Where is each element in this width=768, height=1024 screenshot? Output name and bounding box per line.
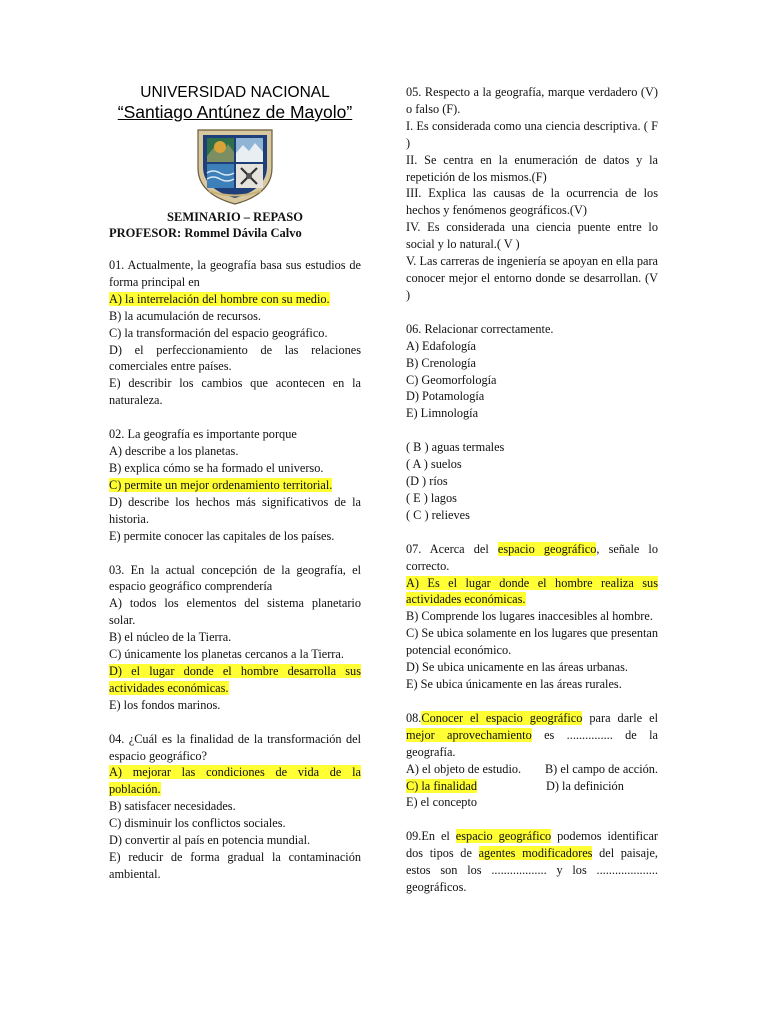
option-c bbox=[109, 477, 361, 494]
option-d: D) convertir al país en potencia mundial. bbox=[109, 833, 311, 848]
statement-i: I. Es considerada como una ciencia descriptiva. ( F ) bbox=[406, 118, 658, 150]
question-stem: 03. En la actual concepción de la geografía, el espacio geográfico comprendería bbox=[109, 562, 361, 594]
highlighted-term: agentes modificadores bbox=[478, 846, 593, 861]
option-a: A) Edafología bbox=[406, 338, 476, 353]
option-e: E) permite conocer las capitales de los países. bbox=[109, 528, 335, 543]
option-e: E) reducir de forma gradual la contaminación ambiental. bbox=[109, 850, 361, 881]
option-a: A) describe a los planetas. bbox=[109, 444, 239, 459]
stem-text: podemos identificar dos tipos de bbox=[406, 829, 658, 861]
option-d: D) describe los hechos más significativos de la historia. bbox=[109, 494, 361, 526]
option-c bbox=[406, 778, 546, 795]
stem-text: 07. Acerca del bbox=[406, 541, 498, 556]
statement-iii: III. Explica las causas de la ocurrencia de los hechos y fenómenos geográficos.(V) bbox=[406, 186, 658, 218]
university-title: UNIVERSIDAD NACIONAL bbox=[140, 84, 330, 101]
question-04 bbox=[109, 731, 361, 883]
university-name: “Santiago Antúnez de Mayolo” bbox=[117, 102, 353, 122]
option-d bbox=[109, 663, 361, 697]
highlighted-term: espacio geográfico bbox=[497, 541, 597, 556]
question-03 bbox=[109, 562, 361, 714]
option-b: B) Crenología bbox=[406, 355, 477, 370]
question-stem bbox=[406, 541, 658, 575]
option-a bbox=[406, 575, 658, 609]
highlighted-term: mejor aprovechamiento bbox=[406, 727, 532, 742]
stem-text: , señale lo correcto. bbox=[406, 541, 659, 573]
left-column bbox=[109, 84, 361, 883]
option-c: C) Se ubica solamente en los lugares que presentan potencial económico. bbox=[406, 626, 659, 658]
match-item: ( B ) aguas termales bbox=[406, 440, 505, 455]
highlighted-answer: A) la interrelación del hombre con su medio. bbox=[109, 291, 330, 306]
question-02 bbox=[109, 426, 361, 544]
match-item: ( E ) lagos bbox=[406, 490, 457, 505]
stem-text: del paisaje, estos son los .................. y los .................... geográficos. bbox=[406, 846, 659, 895]
stem-text: 08. bbox=[406, 710, 422, 725]
option-d: D) Potamología bbox=[406, 389, 485, 404]
match-item: (D ) ríos bbox=[406, 474, 448, 489]
option-a bbox=[109, 291, 361, 308]
option-c: C) únicamente los planetas cercanos a la Tierra. bbox=[109, 647, 344, 662]
highlighted-answer: A) mejorar las condiciones de vida de la población. bbox=[109, 765, 361, 797]
university-crest-icon bbox=[195, 128, 275, 206]
highlighted-answer: A) Es el lugar donde el hombre realiza sus actividades económicas. bbox=[406, 575, 658, 607]
question-stem bbox=[406, 828, 658, 896]
options-row bbox=[406, 761, 658, 778]
match-item: ( C ) relieves bbox=[406, 507, 470, 522]
question-05 bbox=[406, 84, 658, 304]
stem-text: 09.En el bbox=[406, 829, 456, 844]
question-stem: 05. Respecto a la geografía, marque verdadero (V) o falso (F). bbox=[406, 85, 658, 116]
question-stem: 04. ¿Cuál es la finalidad de la transformación del espacio geográfico? bbox=[109, 731, 361, 763]
highlighted-answer: D) el lugar donde el hombre desarrolla sus actividades económicas. bbox=[109, 663, 361, 695]
question-06 bbox=[406, 321, 658, 524]
question-09 bbox=[406, 828, 658, 896]
question-07 bbox=[406, 541, 658, 693]
stem-text: para darle el bbox=[582, 710, 658, 725]
statement-ii: II. Se centra en la enumeración de datos y la repetición de los mismos.(F) bbox=[406, 152, 658, 184]
statement-v: V. Las carreras de ingeniería se apoyan en ella para conocer mejor el entorno donde se desarrollan. (V ) bbox=[406, 254, 658, 302]
question-stem bbox=[406, 710, 658, 761]
highlighted-term: espacio geográfico bbox=[455, 829, 552, 844]
question-stem: 01. Actualmente, la geografía basa sus estudios de forma principal en bbox=[109, 258, 361, 289]
highlighted-answer: C) permite un mejor ordenamiento territorial. bbox=[109, 477, 333, 492]
question-08 bbox=[406, 710, 658, 811]
professor-name: PROFESOR: Rommel Dávila Calvo bbox=[109, 226, 302, 240]
seminar-title: SEMINARIO – REPASO bbox=[167, 210, 303, 224]
option-c: C) disminuir los conflictos sociales. bbox=[109, 816, 286, 831]
option-b: B) el campo de acción. bbox=[544, 761, 658, 776]
highlighted-term: Conocer el espacio geográfico bbox=[421, 710, 583, 725]
option-a bbox=[109, 764, 361, 798]
option-b: B) explica cómo se ha formado el universo. bbox=[109, 460, 324, 475]
option-e: E) Se ubica únicamente en las áreas rurales. bbox=[406, 677, 622, 691]
options-row bbox=[406, 778, 658, 795]
option-a: A) todos los elementos del sistema planetario solar. bbox=[109, 596, 361, 628]
option-d: D) Se ubica unicamente en las áreas urbanas. bbox=[406, 660, 628, 675]
option-e: E) los fondos marinos. bbox=[109, 697, 221, 712]
stem-text: es ............... de la geografía. bbox=[406, 727, 658, 759]
option-e: E) Limnología bbox=[406, 406, 479, 421]
question-stem: 06. Relacionar correctamente. bbox=[406, 321, 554, 336]
statement-iv: IV. Es considerada una ciencia puente entre lo social y lo natural.( V ) bbox=[406, 220, 658, 252]
option-d: D) el perfeccionamiento de las relaciones comerciales entre países. bbox=[109, 342, 361, 374]
right-column bbox=[406, 84, 658, 896]
question-stem: 02. La geografía es importante porque bbox=[109, 427, 297, 442]
option-b: B) Comprende los lugares inaccesibles al hombre. bbox=[406, 609, 653, 624]
option-b: B) la acumulación de recursos. bbox=[109, 308, 261, 323]
option-b: B) el núcleo de la Tierra. bbox=[109, 630, 232, 645]
option-a: A) el objeto de estudio. bbox=[406, 761, 522, 776]
option-e: E) el concepto bbox=[406, 795, 478, 810]
question-01 bbox=[109, 257, 361, 409]
option-c: C) Geomorfología bbox=[406, 372, 497, 387]
option-b: B) satisfacer necesidades. bbox=[109, 799, 236, 814]
highlighted-answer: C) la finalidad bbox=[406, 778, 478, 793]
document-header bbox=[109, 84, 361, 226]
option-d: D) la definición bbox=[546, 778, 624, 793]
option-c: C) la transformación del espacio geográfico. bbox=[109, 325, 328, 340]
match-item: ( A ) suelos bbox=[406, 457, 462, 472]
option-e: E) describir los cambios que acontecen en la naturaleza. bbox=[109, 376, 361, 408]
